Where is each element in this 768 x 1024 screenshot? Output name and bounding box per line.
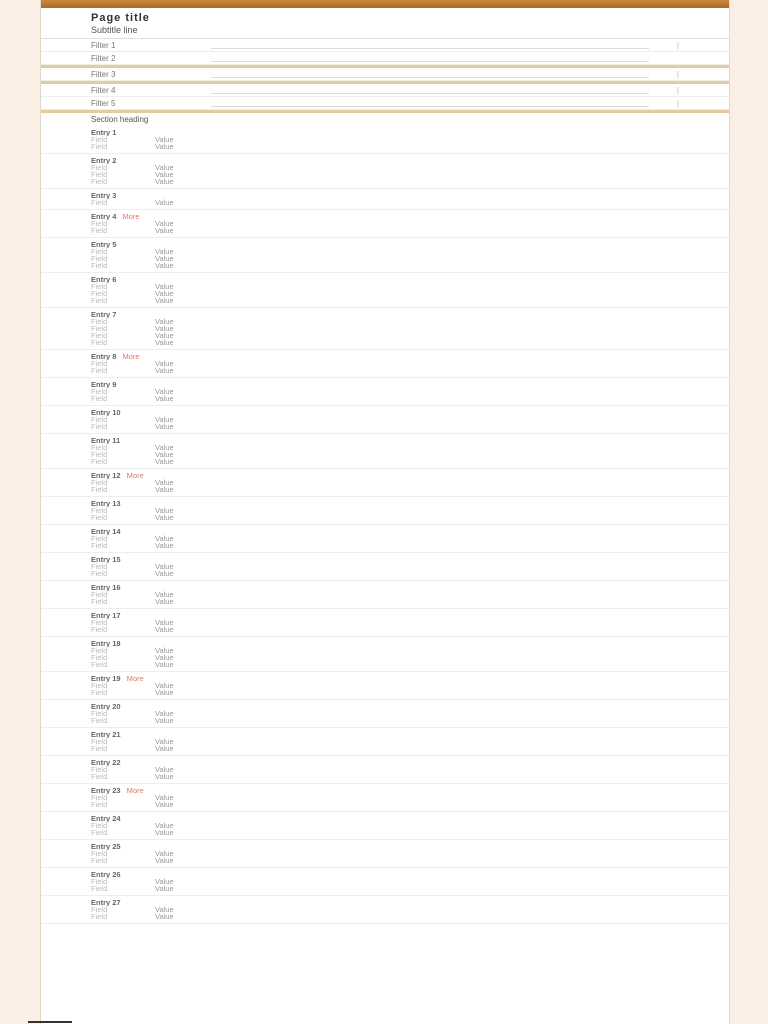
entry-field-row — [91, 458, 679, 465]
entry-field-row — [91, 829, 679, 836]
entry-field-label: Field — [91, 296, 108, 305]
entry-field-row — [91, 297, 679, 304]
entry-field-row — [91, 570, 679, 577]
entry-field-row — [91, 626, 679, 633]
list-item[interactable] — [41, 469, 729, 497]
filter-control[interactable]: | — [676, 85, 679, 95]
entry-field-row — [91, 178, 679, 185]
entry-field-value: Value — [155, 738, 174, 745]
filter-input[interactable] — [211, 87, 649, 94]
entry-title-text[interactable]: Entry 15 — [91, 556, 121, 563]
filter-label: Filter 5 — [91, 98, 116, 108]
page-title: Page title — [91, 12, 150, 24]
entry-title-text[interactable]: Entry 25 — [91, 843, 121, 850]
entry-field-row — [91, 738, 679, 745]
entry-title[interactable] — [91, 129, 679, 136]
entry-title-text[interactable]: Entry 1 — [91, 129, 117, 136]
entry-field-row — [91, 647, 679, 654]
entry-field-value: Value — [155, 290, 174, 297]
entry-field-row — [91, 423, 679, 430]
entry-field-row — [91, 619, 679, 626]
entry-field-value: Value — [155, 332, 174, 339]
entry-field-row — [91, 542, 679, 549]
entry-field-label: Field — [91, 618, 108, 627]
entry-field-value: Value — [155, 647, 174, 654]
entry-title-text[interactable]: Entry 6 — [91, 276, 117, 283]
filter-row[interactable] — [41, 52, 729, 65]
entry-field-label: Field — [91, 142, 108, 151]
entry-field-label: Field — [91, 443, 108, 452]
entry-field-label: Field — [91, 170, 108, 179]
entry-field-label: Field — [91, 282, 108, 291]
entry-field-value: Value — [155, 479, 174, 486]
more-link[interactable]: More — [126, 472, 144, 479]
entry-field-label: Field — [91, 135, 108, 144]
entry-title[interactable] — [91, 157, 679, 164]
entry-title[interactable] — [91, 815, 679, 822]
filter-row[interactable] — [41, 84, 729, 97]
entry-title-text[interactable]: Entry 9 — [91, 381, 117, 388]
entry-title[interactable] — [91, 528, 679, 535]
entry-title-text[interactable]: Entry 16 — [91, 584, 121, 591]
list-item[interactable] — [41, 497, 729, 525]
entry-field-label: Field — [91, 653, 108, 662]
list-item[interactable] — [41, 434, 729, 469]
entry-field-value: Value — [155, 689, 174, 696]
list-item[interactable] — [41, 784, 729, 812]
more-link[interactable]: More — [126, 675, 144, 682]
entry-field-row — [91, 248, 679, 255]
entry-field-label: Field — [91, 625, 108, 634]
entry-field-label: Field — [91, 590, 108, 599]
filter-input[interactable] — [211, 100, 649, 107]
entry-field-row — [91, 395, 679, 402]
entry-field-value: Value — [155, 339, 174, 346]
list-item[interactable] — [41, 308, 729, 350]
entry-field-label: Field — [91, 534, 108, 543]
entry-field-value: Value — [155, 514, 174, 521]
entry-title[interactable] — [91, 353, 679, 360]
entry-title-text[interactable]: Entry 14 — [91, 528, 121, 535]
entry-field-row — [91, 227, 679, 234]
entry-field-value: Value — [155, 248, 174, 255]
entry-title[interactable] — [91, 409, 679, 416]
entry-field-value: Value — [155, 878, 174, 885]
entry-field-row — [91, 367, 679, 374]
entry-field-row — [91, 360, 679, 367]
entry-field-value: Value — [155, 850, 174, 857]
entry-title-text[interactable]: Entry 10 — [91, 409, 121, 416]
entry-field-label: Field — [91, 177, 108, 186]
entry-field-value: Value — [155, 164, 174, 171]
entry-field-value: Value — [155, 829, 174, 836]
entry-field-row — [91, 710, 679, 717]
entry-field-label: Field — [91, 338, 108, 347]
entry-title[interactable] — [91, 843, 679, 850]
list-item[interactable] — [41, 868, 729, 896]
entry-field-value: Value — [155, 325, 174, 332]
entry-title-text[interactable]: Entry 26 — [91, 871, 121, 878]
entry-field-value: Value — [155, 318, 174, 325]
entry-field-row — [91, 885, 679, 892]
entry-field-row — [91, 444, 679, 451]
entry-field-row — [91, 479, 679, 486]
entry-field-value: Value — [155, 794, 174, 801]
entry-field-row — [91, 318, 679, 325]
filter-control[interactable]: | — [676, 98, 679, 108]
entry-field-row — [91, 822, 679, 829]
entry-field-label: Field — [91, 394, 108, 403]
entry-title[interactable] — [91, 556, 679, 563]
entry-title-text[interactable]: Entry 3 — [91, 192, 117, 199]
list-item[interactable] — [41, 756, 729, 784]
entry-field-label: Field — [91, 247, 108, 256]
filter-row[interactable] — [41, 97, 729, 110]
entry-field-row — [91, 388, 679, 395]
filter-label: Filter 2 — [91, 53, 116, 63]
entry-field-label: Field — [91, 541, 108, 550]
filter-input[interactable] — [211, 42, 649, 49]
entry-title[interactable] — [91, 437, 679, 444]
list-item[interactable] — [41, 525, 729, 553]
entry-field-row — [91, 143, 679, 150]
footer — [0, 1020, 768, 1024]
entry-field-label: Field — [91, 744, 108, 753]
header-banner — [41, 0, 729, 8]
entry-field-value: Value — [155, 822, 174, 829]
entry-field-label: Field — [91, 219, 108, 228]
entry-field-value: Value — [155, 486, 174, 493]
entry-field-row — [91, 535, 679, 542]
entry-field-value: Value — [155, 563, 174, 570]
entry-field-label: Field — [91, 821, 108, 830]
list-item[interactable] — [41, 154, 729, 189]
entry-field-value: Value — [155, 451, 174, 458]
page-subtitle: Subtitle line — [91, 25, 138, 35]
entry-field-label: Field — [91, 366, 108, 375]
entry-field-value: Value — [155, 857, 174, 864]
entry-field-value: Value — [155, 654, 174, 661]
entry-title[interactable] — [91, 213, 679, 220]
entry-field-value: Value — [155, 535, 174, 542]
entry-field-value: Value — [155, 661, 174, 668]
entry-title[interactable] — [91, 276, 679, 283]
entry-field-value: Value — [155, 801, 174, 808]
list-item[interactable] — [41, 189, 729, 210]
entry-field-label: Field — [91, 660, 108, 669]
entry-title-text[interactable]: Entry 27 — [91, 899, 121, 906]
entry-list — [41, 126, 729, 924]
list-item[interactable] — [41, 126, 729, 154]
entry-field-label: Field — [91, 331, 108, 340]
entry-field-row — [91, 171, 679, 178]
entry-title-text[interactable]: Entry 5 — [91, 241, 117, 248]
entry-field-label: Field — [91, 485, 108, 494]
entry-field-label: Field — [91, 450, 108, 459]
entry-title[interactable] — [91, 612, 679, 619]
entry-field-row — [91, 262, 679, 269]
list-item[interactable] — [41, 273, 729, 308]
entry-title[interactable] — [91, 703, 679, 710]
list-item[interactable] — [41, 210, 729, 238]
entry-field-label: Field — [91, 457, 108, 466]
entry-field-row — [91, 906, 679, 913]
entry-title[interactable] — [91, 899, 679, 906]
entry-field-label: Field — [91, 317, 108, 326]
entry-field-row — [91, 451, 679, 458]
entry-field-label: Field — [91, 646, 108, 655]
entry-title-text[interactable]: Entry 18 — [91, 640, 121, 647]
entry-field-value: Value — [155, 227, 174, 234]
entry-field-row — [91, 878, 679, 885]
entry-title-text[interactable]: Entry 12 — [91, 472, 121, 479]
filter-label: Filter 4 — [91, 85, 116, 95]
list-item[interactable] — [41, 672, 729, 700]
entry-field-row — [91, 766, 679, 773]
entry-field-value: Value — [155, 178, 174, 185]
filter-input[interactable] — [211, 55, 649, 62]
entry-field-value: Value — [155, 906, 174, 913]
entry-field-value: Value — [155, 262, 174, 269]
list-item[interactable] — [41, 700, 729, 728]
entry-field-row — [91, 563, 679, 570]
section-title: Section heading — [91, 115, 149, 124]
entry-field-label: Field — [91, 828, 108, 837]
entry-field-value: Value — [155, 570, 174, 577]
entry-field-row — [91, 283, 679, 290]
entry-field-label: Field — [91, 163, 108, 172]
entry-field-label: Field — [91, 562, 108, 571]
entry-field-label: Field — [91, 905, 108, 914]
entry-field-row — [91, 801, 679, 808]
entry-field-value: Value — [155, 913, 174, 920]
list-item[interactable] — [41, 581, 729, 609]
entry-field-value: Value — [155, 619, 174, 626]
entry-field-label: Field — [91, 716, 108, 725]
entry-field-label: Field — [91, 912, 108, 921]
entry-field-row — [91, 339, 679, 346]
entry-field-value: Value — [155, 626, 174, 633]
entry-field-row — [91, 794, 679, 801]
entry-field-value: Value — [155, 283, 174, 290]
entry-field-row — [91, 486, 679, 493]
entry-field-row — [91, 745, 679, 752]
page-header — [41, 8, 729, 38]
entry-field-value: Value — [155, 710, 174, 717]
entry-title-text[interactable]: Entry 17 — [91, 612, 121, 619]
entry-field-value: Value — [155, 171, 174, 178]
entry-field-value: Value — [155, 542, 174, 549]
entry-field-value: Value — [155, 885, 174, 892]
entry-title-text[interactable]: Entry 23 — [91, 787, 121, 794]
entry-field-label: Field — [91, 506, 108, 515]
entry-field-value: Value — [155, 591, 174, 598]
entry-field-label: Field — [91, 198, 108, 207]
entry-field-label: Field — [91, 681, 108, 690]
entry-field-label: Field — [91, 415, 108, 424]
entry-title-text[interactable]: Entry 19 — [91, 675, 121, 682]
footer-mark — [28, 1021, 72, 1023]
entry-field-row — [91, 164, 679, 171]
entry-title[interactable] — [91, 731, 679, 738]
entry-field-row — [91, 290, 679, 297]
entry-field-value: Value — [155, 297, 174, 304]
entry-field-row — [91, 717, 679, 724]
entry-field-row — [91, 689, 679, 696]
entry-field-label: Field — [91, 324, 108, 333]
entry-field-label: Field — [91, 513, 108, 522]
entry-title-text[interactable]: Entry 11 — [91, 437, 121, 444]
entry-title[interactable] — [91, 241, 679, 248]
entry-field-value: Value — [155, 255, 174, 262]
entry-field-value: Value — [155, 395, 174, 402]
page — [40, 0, 730, 1024]
entry-title[interactable] — [91, 311, 679, 318]
entry-field-value: Value — [155, 745, 174, 752]
list-item[interactable] — [41, 609, 729, 637]
entry-field-label: Field — [91, 884, 108, 893]
entry-title-text[interactable]: Entry 20 — [91, 703, 121, 710]
list-item[interactable] — [41, 728, 729, 756]
entry-title-text[interactable]: Entry 4 — [91, 213, 117, 220]
filter-row[interactable] — [41, 39, 729, 52]
entry-field-value: Value — [155, 444, 174, 451]
entry-field-label: Field — [91, 793, 108, 802]
entry-field-row — [91, 773, 679, 780]
entry-field-row — [91, 514, 679, 521]
entry-field-row — [91, 591, 679, 598]
entry-field-label: Field — [91, 289, 108, 298]
entry-field-row — [91, 661, 679, 668]
entry-field-value: Value — [155, 360, 174, 367]
entry-field-value: Value — [155, 136, 174, 143]
entry-field-row — [91, 416, 679, 423]
filter-bar — [41, 38, 729, 113]
entry-field-value: Value — [155, 717, 174, 724]
entry-field-value: Value — [155, 507, 174, 514]
more-link[interactable]: More — [122, 213, 140, 220]
list-item[interactable] — [41, 378, 729, 406]
entry-title[interactable] — [91, 584, 679, 591]
entry-field-label: Field — [91, 387, 108, 396]
entry-title-text[interactable]: Entry 24 — [91, 815, 121, 822]
entry-field-row — [91, 255, 679, 262]
entry-field-label: Field — [91, 737, 108, 746]
entry-field-row — [91, 654, 679, 661]
entry-field-label: Field — [91, 688, 108, 697]
entry-field-label: Field — [91, 856, 108, 865]
entry-field-value: Value — [155, 143, 174, 150]
entry-title[interactable] — [91, 381, 679, 388]
entry-field-value: Value — [155, 199, 174, 206]
entry-field-value: Value — [155, 773, 174, 780]
entry-title[interactable] — [91, 787, 679, 794]
more-link[interactable]: More — [126, 787, 144, 794]
list-item[interactable] — [41, 637, 729, 672]
entry-field-value: Value — [155, 388, 174, 395]
entry-field-label: Field — [91, 709, 108, 718]
entry-title[interactable] — [91, 500, 679, 507]
filter-control[interactable]: | — [676, 40, 679, 50]
entry-field-value: Value — [155, 766, 174, 773]
filter-label: Filter 1 — [91, 40, 116, 50]
entry-field-row — [91, 850, 679, 857]
entry-title-text[interactable]: Entry 13 — [91, 500, 121, 507]
entry-field-value: Value — [155, 598, 174, 605]
entry-title-text[interactable]: Entry 2 — [91, 157, 117, 164]
entry-field-row — [91, 682, 679, 689]
list-item[interactable] — [41, 406, 729, 434]
entry-title-text[interactable]: Entry 8 — [91, 353, 117, 360]
entry-field-row — [91, 332, 679, 339]
entry-title-text[interactable]: Entry 21 — [91, 731, 121, 738]
entry-field-row — [91, 598, 679, 605]
entry-title[interactable] — [91, 640, 679, 647]
entry-field-label: Field — [91, 254, 108, 263]
entry-field-label: Field — [91, 772, 108, 781]
entry-field-label: Field — [91, 226, 108, 235]
entry-field-label: Field — [91, 597, 108, 606]
entry-title-text[interactable]: Entry 7 — [91, 311, 117, 318]
entry-field-label: Field — [91, 800, 108, 809]
list-item[interactable] — [41, 840, 729, 868]
entry-field-label: Field — [91, 849, 108, 858]
entry-field-row — [91, 913, 679, 920]
entry-field-row — [91, 857, 679, 864]
entry-field-row — [91, 507, 679, 514]
entry-title[interactable] — [91, 192, 679, 199]
entry-field-value: Value — [155, 458, 174, 465]
entry-field-label: Field — [91, 359, 108, 368]
entry-field-row — [91, 220, 679, 227]
entry-field-value: Value — [155, 416, 174, 423]
entry-title-text[interactable]: Entry 22 — [91, 759, 121, 766]
entry-field-value: Value — [155, 220, 174, 227]
entry-field-label: Field — [91, 765, 108, 774]
entry-title[interactable] — [91, 675, 679, 682]
entry-field-value: Value — [155, 367, 174, 374]
entry-field-row — [91, 136, 679, 143]
list-item[interactable] — [41, 350, 729, 378]
entry-title[interactable] — [91, 871, 679, 878]
entry-title[interactable] — [91, 472, 679, 479]
list-item[interactable] — [41, 238, 729, 273]
list-item[interactable] — [41, 812, 729, 840]
filter-label: Filter 3 — [91, 69, 116, 79]
entry-field-label: Field — [91, 261, 108, 270]
more-link[interactable]: More — [122, 353, 140, 360]
entry-field-label: Field — [91, 569, 108, 578]
entry-field-label: Field — [91, 422, 108, 431]
entry-field-label: Field — [91, 478, 108, 487]
filter-row[interactable] — [41, 68, 729, 81]
entry-field-value: Value — [155, 682, 174, 689]
entry-title[interactable] — [91, 759, 679, 766]
list-item[interactable] — [41, 896, 729, 924]
entry-field-label: Field — [91, 877, 108, 886]
entry-field-row — [91, 325, 679, 332]
filter-control[interactable]: | — [676, 69, 679, 79]
entry-field-row — [91, 199, 679, 206]
filter-input[interactable] — [211, 71, 649, 78]
list-item[interactable] — [41, 553, 729, 581]
entry-field-value: Value — [155, 423, 174, 430]
